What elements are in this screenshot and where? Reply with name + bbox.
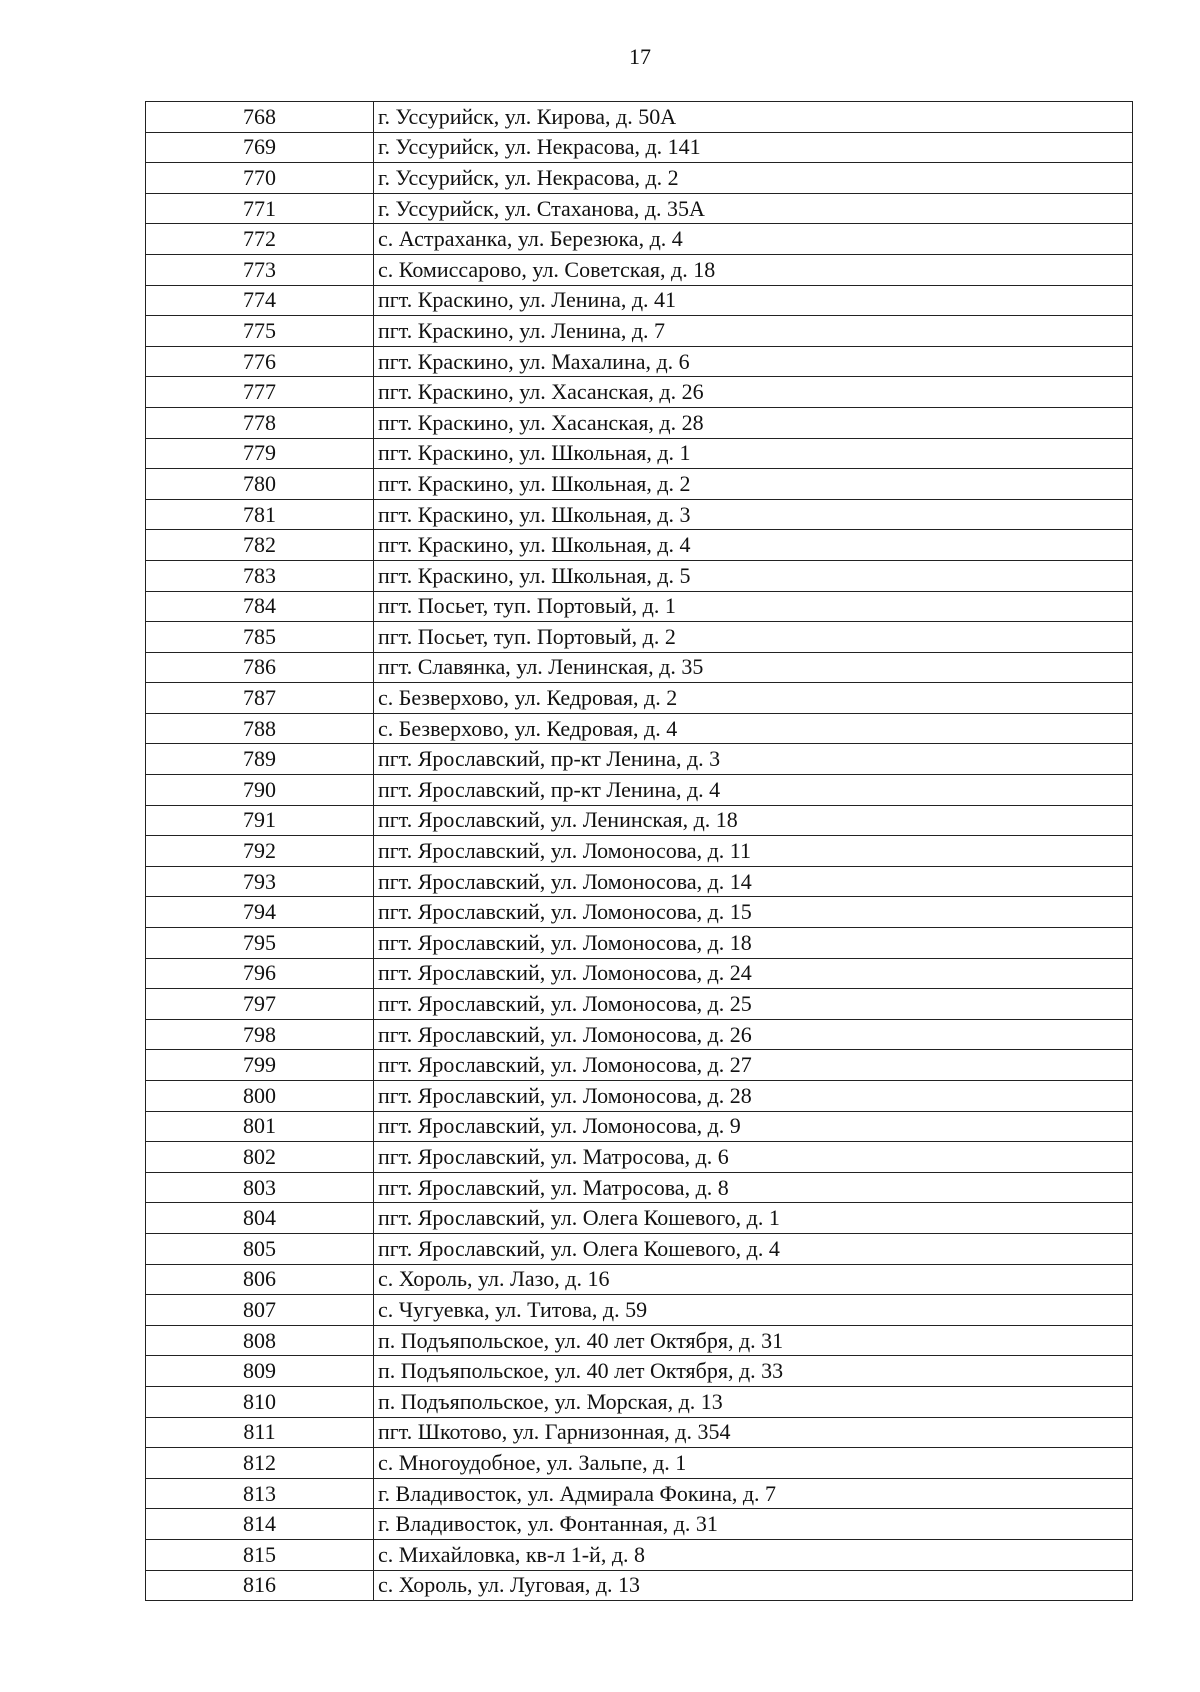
- table-row: [146, 438, 1133, 469]
- table-row: [146, 713, 1133, 744]
- row-number-cell: 785: [146, 622, 374, 653]
- table-row: [146, 560, 1133, 591]
- address-cell: пгт. Ярославский, ул. Матросова, д. 8: [374, 1172, 1133, 1203]
- row-number-cell: 768: [146, 102, 374, 133]
- table-row: [146, 1081, 1133, 1112]
- address-cell: пгт. Ярославский, ул. Ломоносова, д. 15: [374, 897, 1133, 928]
- address-cell: пгт. Краскино, ул. Хасанская, д. 26: [374, 377, 1133, 408]
- table-row: [146, 1295, 1133, 1326]
- table-row: [146, 1142, 1133, 1173]
- table-row: [146, 224, 1133, 255]
- address-cell: пгт. Ярославский, ул. Матросова, д. 6: [374, 1142, 1133, 1173]
- table-row: [146, 591, 1133, 622]
- table-row: [146, 1264, 1133, 1295]
- table-row: [146, 407, 1133, 438]
- address-cell: пгт. Краскино, ул. Ленина, д. 41: [374, 285, 1133, 316]
- address-cell: пгт. Краскино, ул. Школьная, д. 5: [374, 560, 1133, 591]
- table-row: [146, 744, 1133, 775]
- row-number-cell: 779: [146, 438, 374, 469]
- address-cell: пгт. Ярославский, ул. Ломоносова, д. 27: [374, 1050, 1133, 1081]
- row-number-cell: 783: [146, 560, 374, 591]
- table-row: [146, 928, 1133, 959]
- table-row: [146, 1233, 1133, 1264]
- address-cell: пгт. Шкотово, ул. Гарнизонная, д. 354: [374, 1417, 1133, 1448]
- table-row: [146, 775, 1133, 806]
- table-row: [146, 1356, 1133, 1387]
- row-number-cell: 770: [146, 163, 374, 194]
- table-row: [146, 102, 1133, 133]
- address-cell: пгт. Ярославский, ул. Ломоносова, д. 18: [374, 928, 1133, 959]
- address-cell: г. Владивосток, ул. Фонтанная, д. 31: [374, 1509, 1133, 1540]
- address-table-body: [146, 102, 1133, 1601]
- address-cell: пгт. Славянка, ул. Ленинская, д. 35: [374, 652, 1133, 683]
- row-number-cell: 813: [146, 1478, 374, 1509]
- address-cell: пгт. Посьет, туп. Портовый, д. 1: [374, 591, 1133, 622]
- table-row: [146, 897, 1133, 928]
- row-number-cell: 805: [146, 1233, 374, 1264]
- address-cell: пгт. Ярославский, ул. Ломоносова, д. 24: [374, 958, 1133, 989]
- table-row: [146, 1111, 1133, 1142]
- row-number-cell: 804: [146, 1203, 374, 1234]
- table-row: [146, 163, 1133, 194]
- row-number-cell: 808: [146, 1325, 374, 1356]
- row-number-cell: 791: [146, 805, 374, 836]
- table-row: [146, 836, 1133, 867]
- row-number-cell: 814: [146, 1509, 374, 1540]
- row-number-cell: 800: [146, 1081, 374, 1112]
- address-cell: пгт. Краскино, ул. Хасанская, д. 28: [374, 407, 1133, 438]
- table-row: [146, 805, 1133, 836]
- address-cell: с. Астраханка, ул. Березюка, д. 4: [374, 224, 1133, 255]
- table-row: [146, 132, 1133, 163]
- table-row: [146, 683, 1133, 714]
- address-cell: пгт. Посьет, туп. Портовый, д. 2: [374, 622, 1133, 653]
- address-cell: пгт. Ярославский, ул. Олега Кошевого, д. 1: [374, 1203, 1133, 1234]
- address-cell: пгт. Ярославский, ул. Ломоносова, д. 28: [374, 1081, 1133, 1112]
- row-number-cell: 773: [146, 254, 374, 285]
- row-number-cell: 801: [146, 1111, 374, 1142]
- address-cell: г. Уссурийск, ул. Некрасова, д. 141: [374, 132, 1133, 163]
- row-number-cell: 812: [146, 1448, 374, 1479]
- row-number-cell: 787: [146, 683, 374, 714]
- row-number-cell: 799: [146, 1050, 374, 1081]
- table-row: [146, 499, 1133, 530]
- address-cell: пгт. Ярославский, ул. Ломоносова, д. 14: [374, 866, 1133, 897]
- row-number-cell: 784: [146, 591, 374, 622]
- address-cell: с. Многоудобное, ул. Зальпе, д. 1: [374, 1448, 1133, 1479]
- row-number-cell: 810: [146, 1386, 374, 1417]
- row-number-cell: 775: [146, 316, 374, 347]
- row-number-cell: 781: [146, 499, 374, 530]
- table-row: [146, 254, 1133, 285]
- row-number-cell: 794: [146, 897, 374, 928]
- row-number-cell: 803: [146, 1172, 374, 1203]
- address-cell: с. Безверхово, ул. Кедровая, д. 2: [374, 683, 1133, 714]
- row-number-cell: 802: [146, 1142, 374, 1173]
- address-cell: с. Хороль, ул. Лазо, д. 16: [374, 1264, 1133, 1295]
- table-row: [146, 866, 1133, 897]
- address-cell: п. Подъяпольское, ул. 40 лет Октября, д. 33: [374, 1356, 1133, 1387]
- table-row: [146, 1448, 1133, 1479]
- address-cell: п. Подъяпольское, ул. Морская, д. 13: [374, 1386, 1133, 1417]
- address-cell: пгт. Краскино, ул. Махалина, д. 6: [374, 346, 1133, 377]
- address-cell: пгт. Краскино, ул. Школьная, д. 4: [374, 530, 1133, 561]
- row-number-cell: 782: [146, 530, 374, 561]
- table-row: [146, 1386, 1133, 1417]
- row-number-cell: 792: [146, 836, 374, 867]
- row-number-cell: 786: [146, 652, 374, 683]
- address-cell: г. Уссурийск, ул. Стаханова, д. 35А: [374, 193, 1133, 224]
- address-cell: с. Хороль, ул. Луговая, д. 13: [374, 1570, 1133, 1601]
- row-number-cell: 793: [146, 866, 374, 897]
- address-cell: пгт. Ярославский, пр-кт Ленина, д. 3: [374, 744, 1133, 775]
- table-row: [146, 1325, 1133, 1356]
- table-row: [146, 1203, 1133, 1234]
- table-row: [146, 1478, 1133, 1509]
- table-row: [146, 469, 1133, 500]
- page-number: 17: [629, 44, 651, 69]
- table-row: [146, 377, 1133, 408]
- row-number-cell: 796: [146, 958, 374, 989]
- table-row: [146, 1050, 1133, 1081]
- row-number-cell: 778: [146, 407, 374, 438]
- table-row: [146, 1539, 1133, 1570]
- address-cell: г. Владивосток, ул. Адмирала Фокина, д. 7: [374, 1478, 1133, 1509]
- row-number-cell: 809: [146, 1356, 374, 1387]
- table-row: [146, 1172, 1133, 1203]
- address-cell: пгт. Ярославский, ул. Олега Кошевого, д. 4: [374, 1233, 1133, 1264]
- table-row: [146, 1417, 1133, 1448]
- address-cell: пгт. Ярославский, пр-кт Ленина, д. 4: [374, 775, 1133, 806]
- address-cell: пгт. Краскино, ул. Школьная, д. 2: [374, 469, 1133, 500]
- address-cell: г. Уссурийск, ул. Некрасова, д. 2: [374, 163, 1133, 194]
- table-row: [146, 652, 1133, 683]
- row-number-cell: 780: [146, 469, 374, 500]
- address-cell: с. Михайловка, кв-л 1-й, д. 8: [374, 1539, 1133, 1570]
- row-number-cell: 816: [146, 1570, 374, 1601]
- address-cell: пгт. Краскино, ул. Ленина, д. 7: [374, 316, 1133, 347]
- row-number-cell: 795: [146, 928, 374, 959]
- address-cell: пгт. Ярославский, ул. Ломоносова, д. 26: [374, 1019, 1133, 1050]
- address-cell: пгт. Ярославский, ул. Ломоносова, д. 9: [374, 1111, 1133, 1142]
- row-number-cell: 771: [146, 193, 374, 224]
- table-row: [146, 989, 1133, 1020]
- address-cell: с. Комиссарово, ул. Советская, д. 18: [374, 254, 1133, 285]
- row-number-cell: 774: [146, 285, 374, 316]
- address-table: [145, 101, 1133, 1601]
- row-number-cell: 807: [146, 1295, 374, 1326]
- row-number-cell: 777: [146, 377, 374, 408]
- row-number-cell: 790: [146, 775, 374, 806]
- table-row: [146, 316, 1133, 347]
- address-cell: п. Подъяпольское, ул. 40 лет Октября, д. 31: [374, 1325, 1133, 1356]
- row-number-cell: 798: [146, 1019, 374, 1050]
- table-row: [146, 1570, 1133, 1601]
- address-cell: пгт. Краскино, ул. Школьная, д. 3: [374, 499, 1133, 530]
- table-row: [146, 622, 1133, 653]
- table-row: [146, 346, 1133, 377]
- row-number-cell: 788: [146, 713, 374, 744]
- address-cell: г. Уссурийск, ул. Кирова, д. 50А: [374, 102, 1133, 133]
- address-cell: пгт. Ярославский, ул. Ломоносова, д. 11: [374, 836, 1133, 867]
- table-row: [146, 958, 1133, 989]
- address-cell: пгт. Ярославский, ул. Ленинская, д. 18: [374, 805, 1133, 836]
- row-number-cell: 815: [146, 1539, 374, 1570]
- address-cell: пгт. Краскино, ул. Школьная, д. 1: [374, 438, 1133, 469]
- row-number-cell: 806: [146, 1264, 374, 1295]
- row-number-cell: 811: [146, 1417, 374, 1448]
- row-number-cell: 789: [146, 744, 374, 775]
- table-row: [146, 530, 1133, 561]
- table-row: [146, 193, 1133, 224]
- row-number-cell: 772: [146, 224, 374, 255]
- row-number-cell: 797: [146, 989, 374, 1020]
- table-row: [146, 285, 1133, 316]
- row-number-cell: 769: [146, 132, 374, 163]
- row-number-cell: 776: [146, 346, 374, 377]
- address-cell: пгт. Ярославский, ул. Ломоносова, д. 25: [374, 989, 1133, 1020]
- address-cell: с. Безверхово, ул. Кедровая, д. 4: [374, 713, 1133, 744]
- table-row: [146, 1509, 1133, 1540]
- address-cell: с. Чугуевка, ул. Титова, д. 59: [374, 1295, 1133, 1326]
- table-row: [146, 1019, 1133, 1050]
